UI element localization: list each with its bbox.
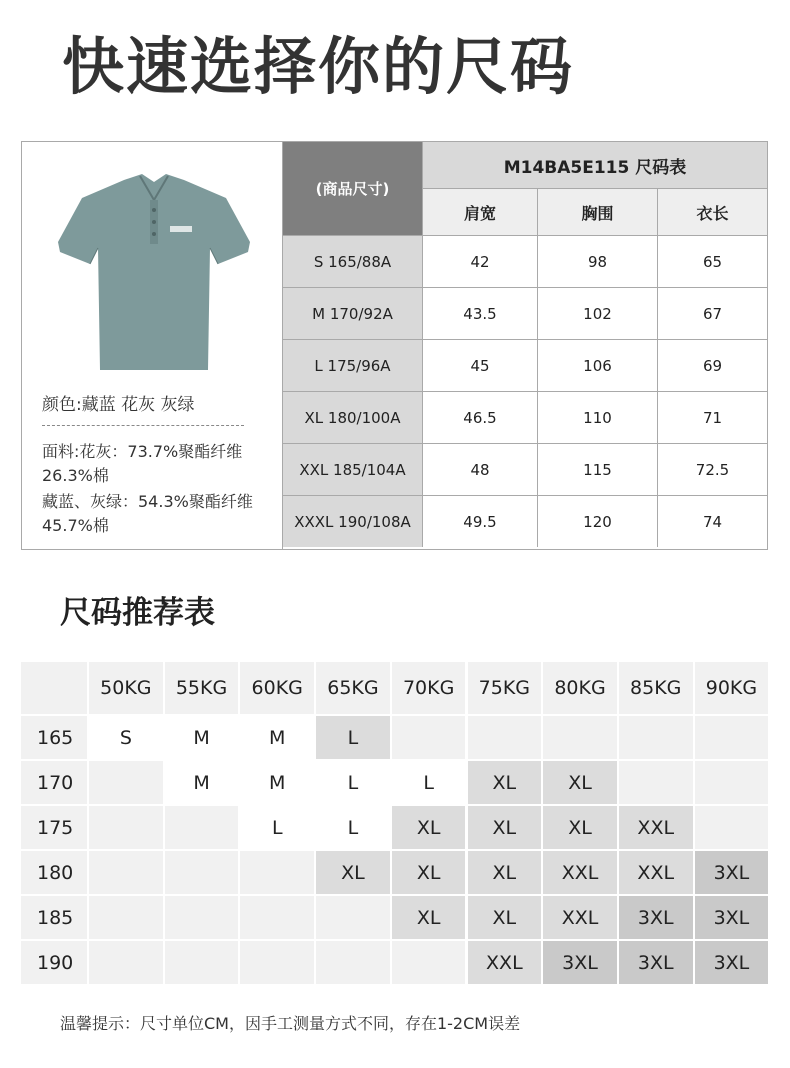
size-recommendation-cell: XL [316, 851, 390, 894]
size-recommendation-cell [392, 716, 466, 759]
height-header: 180 [21, 851, 87, 894]
size-recommendation-cell: XXL [543, 896, 617, 939]
weight-header: 60KG [240, 662, 314, 714]
size-recommendation-cell: 3XL [619, 896, 693, 939]
size-recommendation-cell [316, 941, 390, 984]
size-chart-cell: 42 [422, 235, 537, 287]
page-title: 快速选择你的尺码 [62, 30, 575, 103]
size-recommendation-cell: 3XL [695, 851, 769, 894]
size-chart-column-header: 肩宽 [422, 189, 537, 235]
size-chart-cell: 65 [657, 235, 767, 287]
height-header: 185 [21, 896, 87, 939]
size-recommendation-cell [240, 896, 314, 939]
corner-cell [21, 662, 87, 714]
size-chart-cell: 110 [537, 391, 657, 443]
fabric-info-2: 藏蓝、灰绿：54.3%聚酯纤维45.7%棉 [42, 492, 253, 535]
size-recommendation-cell: 3XL [695, 941, 769, 984]
size-chart-cell: 45 [422, 339, 537, 391]
size-recommendation-cell: XXL [543, 851, 617, 894]
weight-header: 85KG [619, 662, 693, 714]
size-recommendation-cell: L [316, 716, 390, 759]
polo-shirt-image [54, 170, 254, 376]
size-recommendation-cell [695, 716, 769, 759]
size-recommendation-cell: M [240, 716, 314, 759]
weight-header: 50KG [89, 662, 163, 714]
size-recommendation-cell: M [240, 761, 314, 804]
weight-header: 75KG [468, 662, 542, 714]
size-recommendation-cell [165, 806, 239, 849]
size-chart-cell: 43.5 [422, 287, 537, 339]
divider [42, 425, 244, 426]
size-recommendation-cell [165, 896, 239, 939]
height-header: 165 [21, 716, 87, 759]
size-chart-cell: 48 [422, 443, 537, 495]
size-recommendation-cell: XXL [619, 806, 693, 849]
size-recommendation-cell [543, 716, 617, 759]
size-recommendation-cell [89, 806, 163, 849]
size-recommendation-cell: S [89, 716, 163, 759]
size-chart-cell: 98 [537, 235, 657, 287]
size-chart-cell: 46.5 [422, 391, 537, 443]
size-recommendation-cell [392, 941, 466, 984]
size-chart-row-label: XXXL 190/108A [283, 495, 422, 547]
recommendation-title: 尺码推荐表 [60, 595, 215, 631]
size-recommendation-cell [89, 941, 163, 984]
size-chart-column-header: 胸围 [537, 189, 657, 235]
size-recommendation-cell [695, 806, 769, 849]
weight-header: 80KG [543, 662, 617, 714]
size-chart-cell: 49.5 [422, 495, 537, 547]
size-chart-cell: 102 [537, 287, 657, 339]
size-chart-column-header: 衣长 [657, 189, 767, 235]
fabric-info-1: 面料:花灰：73.7%聚酯纤维26.3%棉 [42, 442, 243, 485]
size-recommendation-cell: L [392, 761, 466, 804]
size-chart-cell: 74 [657, 495, 767, 547]
size-recommendation-cell [619, 716, 693, 759]
product-panel [22, 142, 283, 549]
size-recommendation-cell [165, 941, 239, 984]
size-recommendation-cell: L [316, 806, 390, 849]
size-recommendation-cell: 3XL [543, 941, 617, 984]
size-recommendation-cell: XXL [619, 851, 693, 894]
size-chart-cell: 67 [657, 287, 767, 339]
size-recommendation-cell: L [316, 761, 390, 804]
size-chart-cell: 115 [537, 443, 657, 495]
size-recommendation-cell [240, 941, 314, 984]
size-chart-cell: 120 [537, 495, 657, 547]
size-chart-row-label: S 165/88A [283, 235, 422, 287]
size-recommendation-cell: L [240, 806, 314, 849]
size-recommendation-cell: XL [543, 761, 617, 804]
weight-header: 90KG [695, 662, 769, 714]
size-chart-cell: 72.5 [657, 443, 767, 495]
size-recommendation-cell [619, 761, 693, 804]
size-recommendation-cell: M [165, 761, 239, 804]
height-header: 170 [21, 761, 87, 804]
size-recommendation-cell: XXL [468, 941, 542, 984]
size-chart-row-label: XL 180/100A [283, 391, 422, 443]
size-recommendation-cell: 3XL [619, 941, 693, 984]
weight-header: 70KG [392, 662, 466, 714]
size-recommendation-cell [695, 761, 769, 804]
size-recommendation-cell [165, 851, 239, 894]
size-recommendation-cell [89, 851, 163, 894]
size-recommendation-cell [468, 716, 542, 759]
size-column-header: (商品尺寸) [283, 142, 422, 235]
color-info: 颜色:藏蓝 花灰 灰绿 [42, 395, 195, 415]
size-recommendation-cell: XL [468, 761, 542, 804]
size-chart-row-label: XXL 185/104A [283, 443, 422, 495]
size-recommendation-cell: XL [543, 806, 617, 849]
weight-header: 65KG [316, 662, 390, 714]
size-chart-cell: 71 [657, 391, 767, 443]
height-header: 190 [21, 941, 87, 984]
measurement-note: 温馨提示：尺寸单位CM，因手工测量方式不同，存在1-2CM误差 [60, 1014, 521, 1033]
size-recommendation-cell: XL [392, 896, 466, 939]
size-chart [21, 141, 768, 550]
size-recommendation-cell: XL [392, 806, 466, 849]
size-recommendation-cell: XL [468, 851, 542, 894]
weight-header: 55KG [165, 662, 239, 714]
size-recommendation-cell [316, 896, 390, 939]
size-recommendation-cell: 3XL [695, 896, 769, 939]
size-recommendation-cell: XL [468, 806, 542, 849]
size-recommendation-cell [89, 896, 163, 939]
size-chart-cell: 106 [537, 339, 657, 391]
size-chart-title: M14BA5E115 尺码表 [422, 142, 767, 189]
size-recommendation-cell [240, 851, 314, 894]
size-recommendation-cell: XL [392, 851, 466, 894]
size-recommendation-cell: M [165, 716, 239, 759]
size-chart-row-label: M 170/92A [283, 287, 422, 339]
size-chart-row-label: L 175/96A [283, 339, 422, 391]
size-chart-cell: 69 [657, 339, 767, 391]
recommendation-table [21, 662, 769, 984]
size-recommendation-cell: XL [468, 896, 542, 939]
size-recommendation-cell [89, 761, 163, 804]
height-header: 175 [21, 806, 87, 849]
